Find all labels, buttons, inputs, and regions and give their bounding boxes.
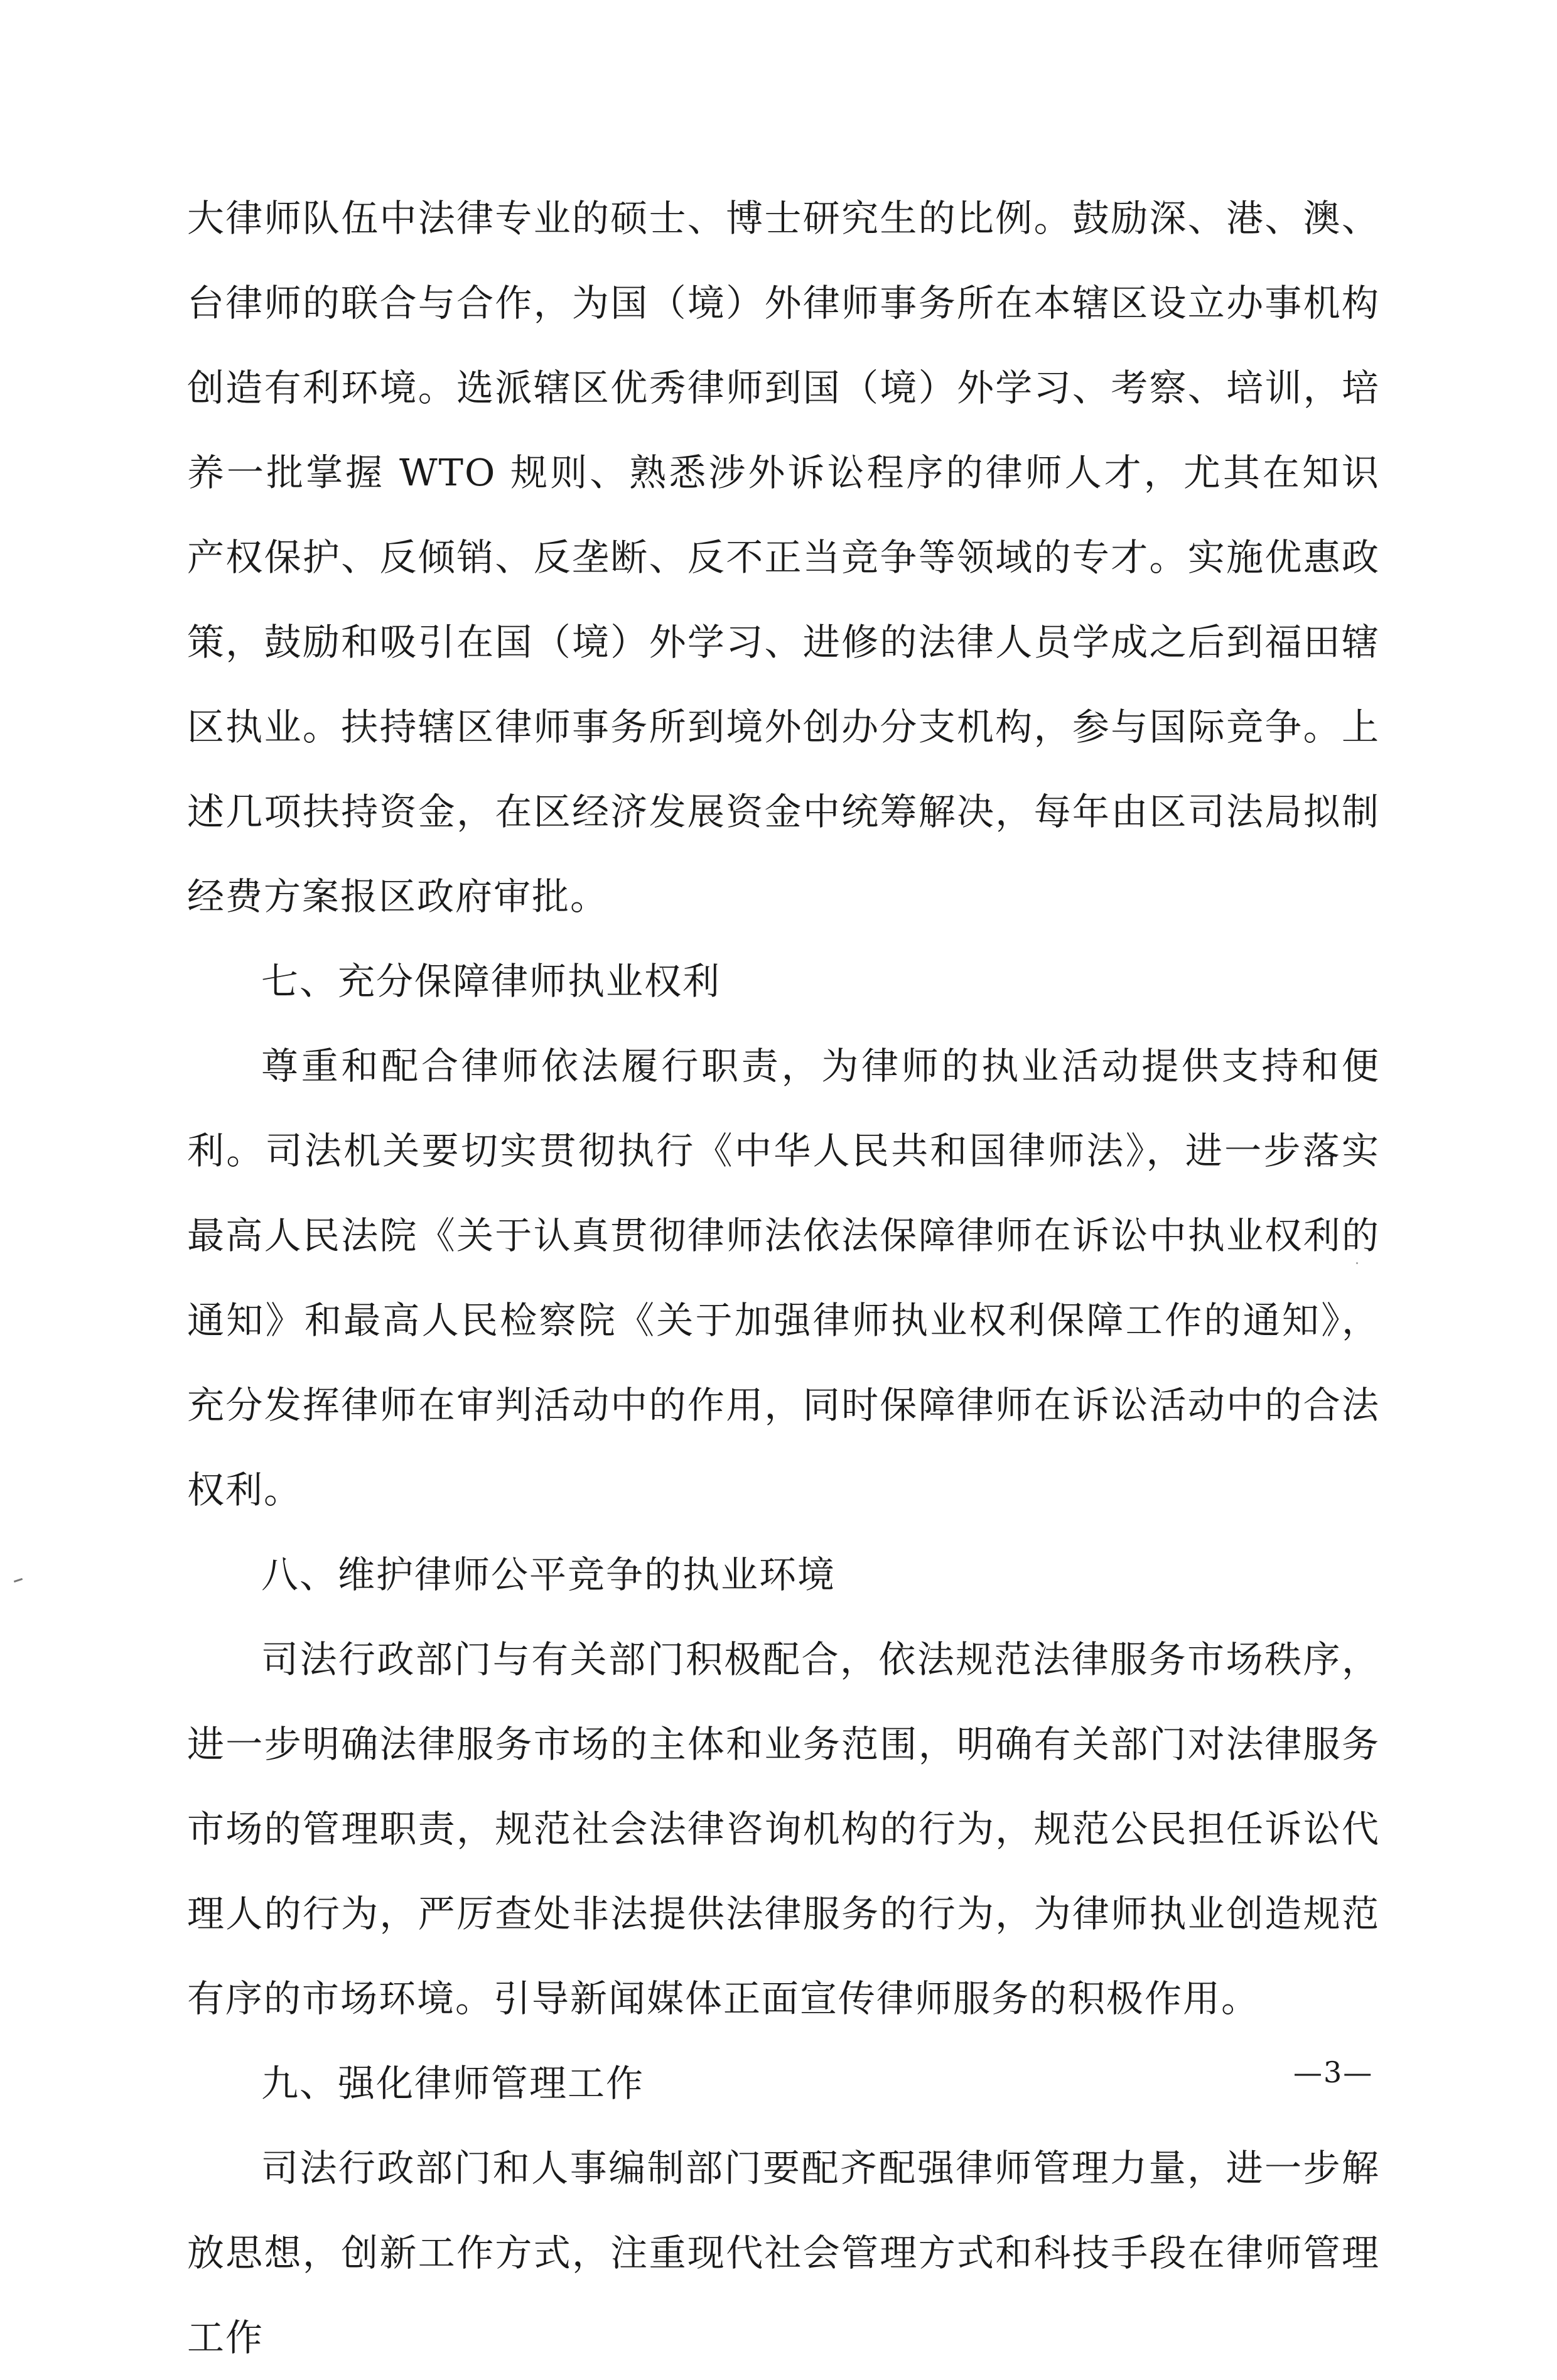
section-heading-7: 七、充分保障律师执业权利 — [261, 960, 721, 1003]
section-heading-8: 八、维护律师公平竞争的执业环境 — [261, 1553, 836, 1596]
scan-artifact-mark — [14, 1578, 23, 1582]
page-number: —3— — [1293, 2055, 1374, 2089]
paragraph-section-9: 司法行政部门和人事编制部门要配齐配强律师管理力量，进一步解放思想，创新工作方式，注重现代社会管理方式和科技手段在律师管理工作 — [187, 2146, 1380, 2359]
paragraph-section-8: 司法行政部门与有关部门积极配合，依法规范法律服务市场秩序，进一步明确法律服务市场的主体和业务范围，明确有关部门对法律服务市场的管理职责，规范社会法律咨询机构的行为，规范公民担任诉讼代理人的行为，严厉查处非法提供法律服务的行为，为律师执业创造规范有序的市场环境。引导新闻媒体正面宣传律师服务的积极作用。 — [187, 1638, 1380, 2020]
document-body — [187, 176, 1380, 2380]
paragraph-section-7: 尊重和配合律师依法履行职责，为律师的执业活动提供支持和便利。司法机关要切实贯彻执行《中华人民共和国律师法》，进一步落实最高人民法院《关于认真贯彻律师法依法保障律师在诉讼中执业权利的通知》和最高人民检察院《关于加强律师执业权利保障工作的通知》，充分发挥律师在审判活动中的作用，同时保障律师在诉讼活动中的合法权利。 — [187, 1044, 1380, 1512]
scan-artifact-dot — [1356, 1262, 1358, 1264]
section-heading-9: 九、强化律师管理工作 — [261, 2062, 645, 2105]
paragraph-continuation: 大律师队伍中法律专业的硕士、博士研究生的比例。鼓励深、港、澳、台律师的联合与合作，为国（境）外律师事务所在本辖区设立办事机构创造有利环境。选派辖区优秀律师到国（境）外学习、考察、培训，培养一批掌握 WTO 规则、熟悉涉外诉讼程序的律师人才，尤其在知识产权保护、反倾销、反垄断、反不正当竞争等领域的专才。实施优惠政策，鼓励和吸引在国（境）外学习、进修的法律人员学成之后到福田辖区执业。扶持辖区律师事务所到境外创办分支机构，参与国际竞争。上述几项扶持资金，在区经济发展资金中统筹解决，每年由区司法局拟制经费方案报区政府审批。 — [187, 197, 1380, 918]
